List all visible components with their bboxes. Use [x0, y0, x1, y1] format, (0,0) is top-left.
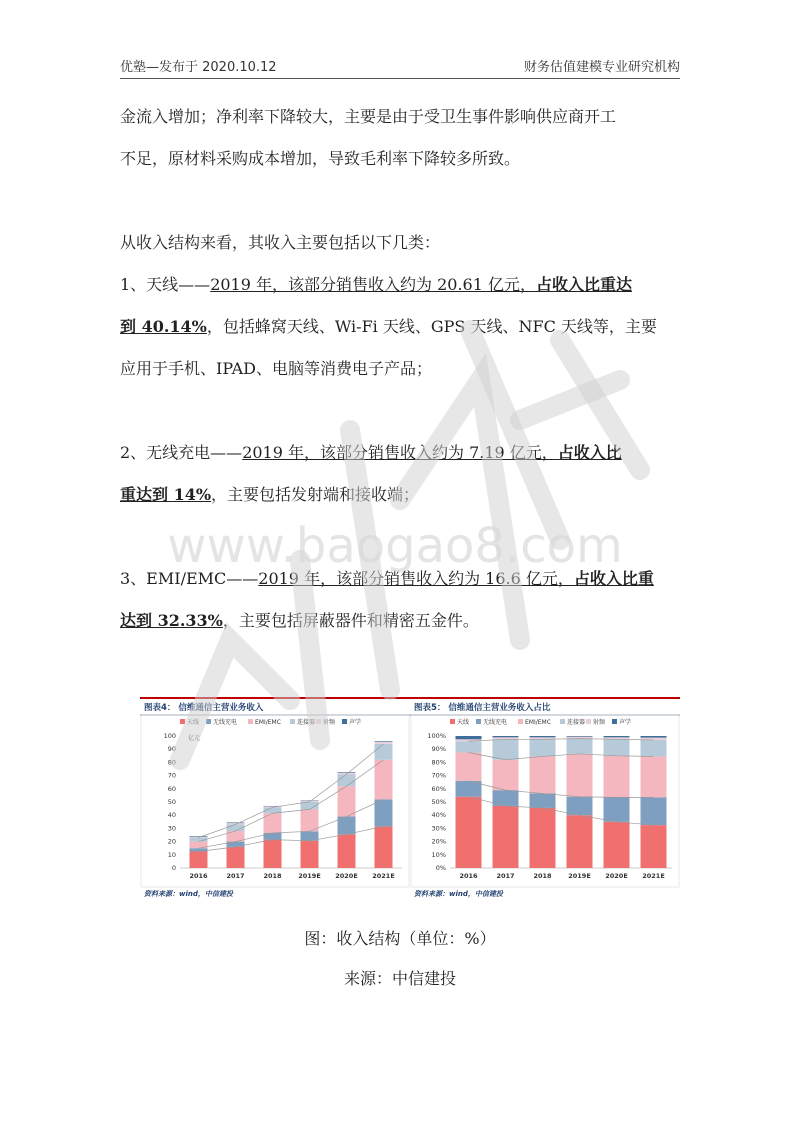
item3-bold1: 占收入比重: [573, 569, 654, 588]
legend-label: 射频: [323, 719, 336, 726]
legend-swatch: [248, 719, 253, 724]
chart-title-bar: [140, 697, 410, 699]
item1-underline: 2019 年，该部分销售收入约为 20.61 亿元，: [210, 275, 536, 294]
item3-line2: [120, 600, 680, 642]
x-tick-label: 2017: [226, 872, 245, 880]
item2-rest: ，主要包括发射端和接收端；: [211, 485, 420, 504]
bar-segment: [190, 836, 208, 837]
bar-segment: [493, 760, 519, 790]
item3-rest: ，主要包括屏蔽器件和精密五金件。: [222, 611, 479, 630]
legend-label: 天线: [457, 719, 470, 726]
y-tick-label: 10%: [431, 850, 446, 859]
item2-bold1: 占收入比: [557, 443, 622, 462]
legend-label: 连接器: [297, 719, 316, 726]
bar-segment: [301, 809, 319, 831]
bar-segment: [567, 815, 593, 868]
paragraph-1: 金流入增加；净利率下降较大，主要是由于受卫生事件影响供应商开工: [120, 107, 617, 126]
bar-segment: [604, 797, 630, 821]
header-right: 财务估值建模专业研究机构: [523, 60, 680, 75]
y-tick-label: 0%: [435, 864, 446, 872]
y-tick-label: 50%: [431, 798, 446, 806]
bar-segment: [493, 739, 519, 759]
bar-segment: [375, 799, 393, 826]
item2-line2: [120, 474, 680, 516]
y-tick-label: 60: [167, 784, 176, 793]
legend-swatch: [206, 719, 211, 724]
bar-segment: [338, 774, 356, 786]
item1-prefix: 1、天线——: [120, 275, 211, 294]
bar-segment: [375, 744, 393, 760]
bar-segment: [375, 741, 393, 742]
legend-label: 无线充电: [213, 719, 238, 726]
item2-underline: 2019 年，该部分销售收入约为 7.19 亿元，: [242, 443, 558, 462]
chart-revenue-svg: [140, 690, 410, 900]
legend-label: 声学: [349, 719, 362, 726]
legend-label: 连接器: [567, 719, 586, 726]
bar-segment: [641, 825, 667, 868]
unit-label: 亿元: [188, 735, 201, 742]
item1-line2: [120, 306, 680, 348]
figure-caption: 图：收入结构（单位：%）: [304, 929, 496, 948]
chart-title: 图表4： 信维通信主营业务收入: [144, 703, 264, 713]
y-tick-label: 90%: [431, 745, 446, 754]
bar-segment: [264, 840, 282, 868]
item2-prefix: 2、无线充电——: [120, 443, 243, 462]
bar-segment: [456, 797, 482, 868]
x-tick-label: 2020E: [335, 872, 358, 880]
legend-swatch: [316, 719, 321, 724]
legend-swatch: [290, 719, 295, 724]
y-tick-label: 20%: [431, 837, 446, 846]
bar-segment: [604, 736, 630, 737]
x-tick-label: 2021E: [642, 872, 665, 880]
y-tick-label: 70%: [431, 771, 446, 780]
y-tick-label: 100: [163, 732, 176, 740]
bar-segment: [375, 760, 393, 800]
chart-source: 资料来源：wind，中信建投: [414, 890, 503, 898]
item3-prefix: 3、EMI/EMC——: [120, 569, 259, 588]
legend-label: 射频: [593, 719, 606, 726]
bar-segment: [493, 806, 519, 868]
bar-segment: [567, 739, 593, 754]
chart-title: 图表5： 信维通信主营业务收入占比: [414, 703, 551, 713]
y-tick-label: 70: [167, 771, 176, 780]
item3-bold2: 达到 32.33%: [120, 611, 223, 630]
y-tick-label: 0: [171, 864, 176, 872]
bar-segment: [641, 740, 667, 757]
item2-line1: [120, 432, 680, 474]
bar-segment: [264, 833, 282, 840]
legend-swatch: [450, 719, 455, 724]
item1-line3: 应用于手机、IPAD、电脑等消费电子产品；: [120, 359, 433, 378]
legend-swatch: [586, 719, 591, 724]
bar-segment: [190, 852, 208, 869]
bar-segment: [530, 793, 556, 808]
watermark-text: www.baogao8.com: [167, 518, 623, 574]
y-tick-label: 60%: [431, 784, 446, 793]
x-tick-label: 2016: [189, 872, 208, 880]
bar-segment: [227, 847, 245, 868]
bar-segment: [338, 772, 356, 773]
bar-segment: [567, 736, 593, 737]
source-caption: 来源：中信建投: [343, 969, 456, 988]
y-tick-label: 40: [167, 811, 176, 820]
bar-segment: [604, 822, 630, 868]
legend-label: 声学: [619, 719, 632, 726]
bar-segment: [456, 736, 482, 739]
page-header: [120, 56, 680, 76]
paragraph-3: 从收入结构来看，其收入主要包括以下几类：: [120, 233, 441, 252]
item1-bold1: 占收入比重达: [535, 275, 632, 294]
legend-swatch: [612, 719, 617, 724]
chart-revenue: [140, 690, 410, 900]
bar-segment: [456, 753, 482, 781]
bar-segment: [227, 822, 245, 823]
bar-segment: [338, 834, 356, 868]
bar-segment: [375, 826, 393, 868]
legend-label: 天线: [187, 719, 200, 726]
legend-swatch: [518, 719, 523, 724]
chart-source: 资料来源：wind，中信建投: [144, 890, 233, 898]
bar-segment: [641, 736, 667, 738]
bar-segment: [530, 736, 556, 737]
legend-swatch: [560, 719, 565, 724]
legend-label: 无线充电: [483, 719, 508, 726]
chart-title-bar: [410, 697, 680, 699]
x-tick-label: 2020E: [605, 872, 628, 880]
x-tick-label: 2019E: [568, 872, 591, 880]
y-tick-label: 50: [167, 798, 176, 806]
item1-bold2: 到 40.14%: [120, 317, 207, 336]
y-tick-label: 20: [167, 837, 176, 846]
item1-rest: ，包括蜂窝天线、Wi-Fi 天线、GPS 天线、NFC 天线等，主要: [206, 317, 657, 336]
y-tick-label: 80%: [431, 758, 446, 767]
item3-underline: 2019 年，该部分销售收入约为 16.6 亿元，: [258, 569, 574, 588]
y-tick-label: 90: [167, 745, 176, 754]
x-tick-label: 2017: [496, 872, 515, 880]
header-divider: [120, 78, 680, 79]
x-tick-label: 2018: [263, 872, 282, 880]
bar-segment: [456, 741, 482, 752]
item3-line1: [120, 558, 680, 600]
bar-segment: [375, 742, 393, 744]
x-tick-label: 2019E: [298, 872, 321, 880]
y-tick-label: 30%: [431, 824, 446, 833]
bar-segment: [567, 797, 593, 815]
item1-line1: [120, 264, 680, 306]
bar-segment: [493, 736, 519, 737]
bar-segment: [567, 754, 593, 797]
x-tick-label: 2016: [459, 872, 478, 880]
bar-segment: [641, 797, 667, 825]
legend-label: EMI/EMC: [255, 719, 281, 726]
legend-swatch: [180, 719, 185, 724]
bar-segment: [530, 739, 556, 756]
y-tick-label: 10: [167, 850, 176, 859]
paragraph-2: 不足，原材料采购成本增加，导致毛利率下降较多所致。: [120, 149, 521, 168]
legend-label: EMI/EMC: [525, 719, 551, 726]
bar-segment: [641, 756, 667, 797]
bar-segment: [338, 786, 356, 816]
x-tick-label: 2021E: [372, 872, 395, 880]
item2-bold2: 重达到 14%: [120, 485, 212, 504]
y-tick-label: 80: [167, 758, 176, 767]
header-left: 优塾—发布于 2020.10.12: [120, 60, 277, 75]
y-tick-label: 40%: [431, 811, 446, 820]
legend-swatch: [476, 719, 481, 724]
y-tick-label: 100%: [427, 732, 446, 740]
legend-swatch: [342, 719, 347, 724]
chart-share-svg: [410, 690, 680, 900]
bar-segment: [604, 739, 630, 756]
y-tick-label: 30: [167, 824, 176, 833]
bar-segment: [530, 808, 556, 868]
bar-segment: [530, 756, 556, 793]
bar-segment: [604, 756, 630, 798]
x-tick-label: 2018: [533, 872, 552, 880]
chart-revenue-share: [410, 690, 680, 900]
bar-segment: [301, 841, 319, 868]
